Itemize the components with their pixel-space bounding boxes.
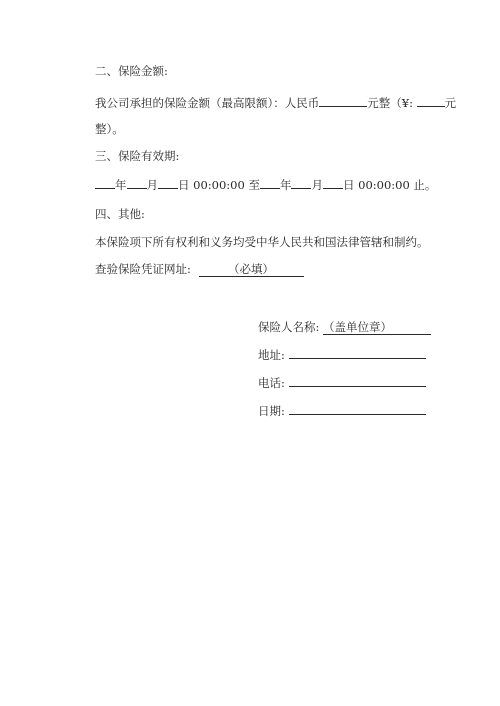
end-month-blank[interactable] bbox=[291, 177, 311, 189]
verify-url-hint: （必填） bbox=[228, 262, 275, 276]
verify-url-label: 查验保险凭证网址: bbox=[95, 262, 191, 276]
insurer-name-row bbox=[258, 320, 431, 335]
validity-period-line bbox=[95, 177, 436, 192]
section-3-heading: 三、保险有效期: bbox=[95, 149, 180, 163]
start-time-to: 日 00:00:00 至 bbox=[178, 178, 260, 192]
end-year-blank[interactable] bbox=[260, 177, 280, 189]
jurisdiction-text: 本保险项下所有权利和义务均受中华人民共和国法律管辖和制约。 bbox=[95, 235, 429, 249]
address-field[interactable] bbox=[289, 347, 426, 359]
amount-yen-blank[interactable] bbox=[417, 95, 445, 107]
section-4-heading: 四、其他: bbox=[95, 207, 145, 221]
start-year-blank[interactable] bbox=[95, 177, 115, 189]
insurer-seal-hint: （盖单位章） bbox=[323, 320, 393, 334]
insurer-name-label: 保险人名称: bbox=[258, 320, 320, 334]
verify-url-field[interactable] bbox=[199, 262, 304, 277]
month-label: 月 bbox=[146, 178, 158, 192]
amount-mid: 元整（¥: bbox=[367, 96, 413, 110]
verify-url-line bbox=[95, 262, 304, 277]
phone-label: 电话: bbox=[258, 376, 285, 390]
year-label-2: 年 bbox=[279, 178, 292, 192]
amount-end: 元 bbox=[444, 96, 457, 110]
insured-amount-line bbox=[95, 95, 456, 110]
end-time: 日 00:00:00 止。 bbox=[342, 178, 437, 192]
section-2-heading: 二、保险金额: bbox=[95, 64, 168, 78]
amount-line-2: 整）。 bbox=[95, 122, 124, 136]
start-day-blank[interactable] bbox=[158, 177, 178, 189]
phone-field[interactable] bbox=[289, 375, 426, 387]
date-label: 日期: bbox=[258, 404, 285, 418]
date-row bbox=[258, 403, 426, 418]
amount-label: 我公司承担的保险金额（最高限额）：人民币 bbox=[95, 96, 320, 110]
start-month-blank[interactable] bbox=[127, 177, 147, 189]
amount-rmb-blank[interactable] bbox=[319, 95, 367, 107]
year-label: 年 bbox=[115, 178, 127, 192]
insurer-name-field[interactable] bbox=[323, 320, 431, 335]
address-row bbox=[258, 347, 426, 362]
end-day-blank[interactable] bbox=[323, 177, 343, 189]
date-field[interactable] bbox=[289, 403, 426, 415]
phone-row bbox=[258, 375, 426, 390]
month-label-2: 月 bbox=[311, 178, 323, 192]
address-label: 地址: bbox=[258, 348, 285, 362]
